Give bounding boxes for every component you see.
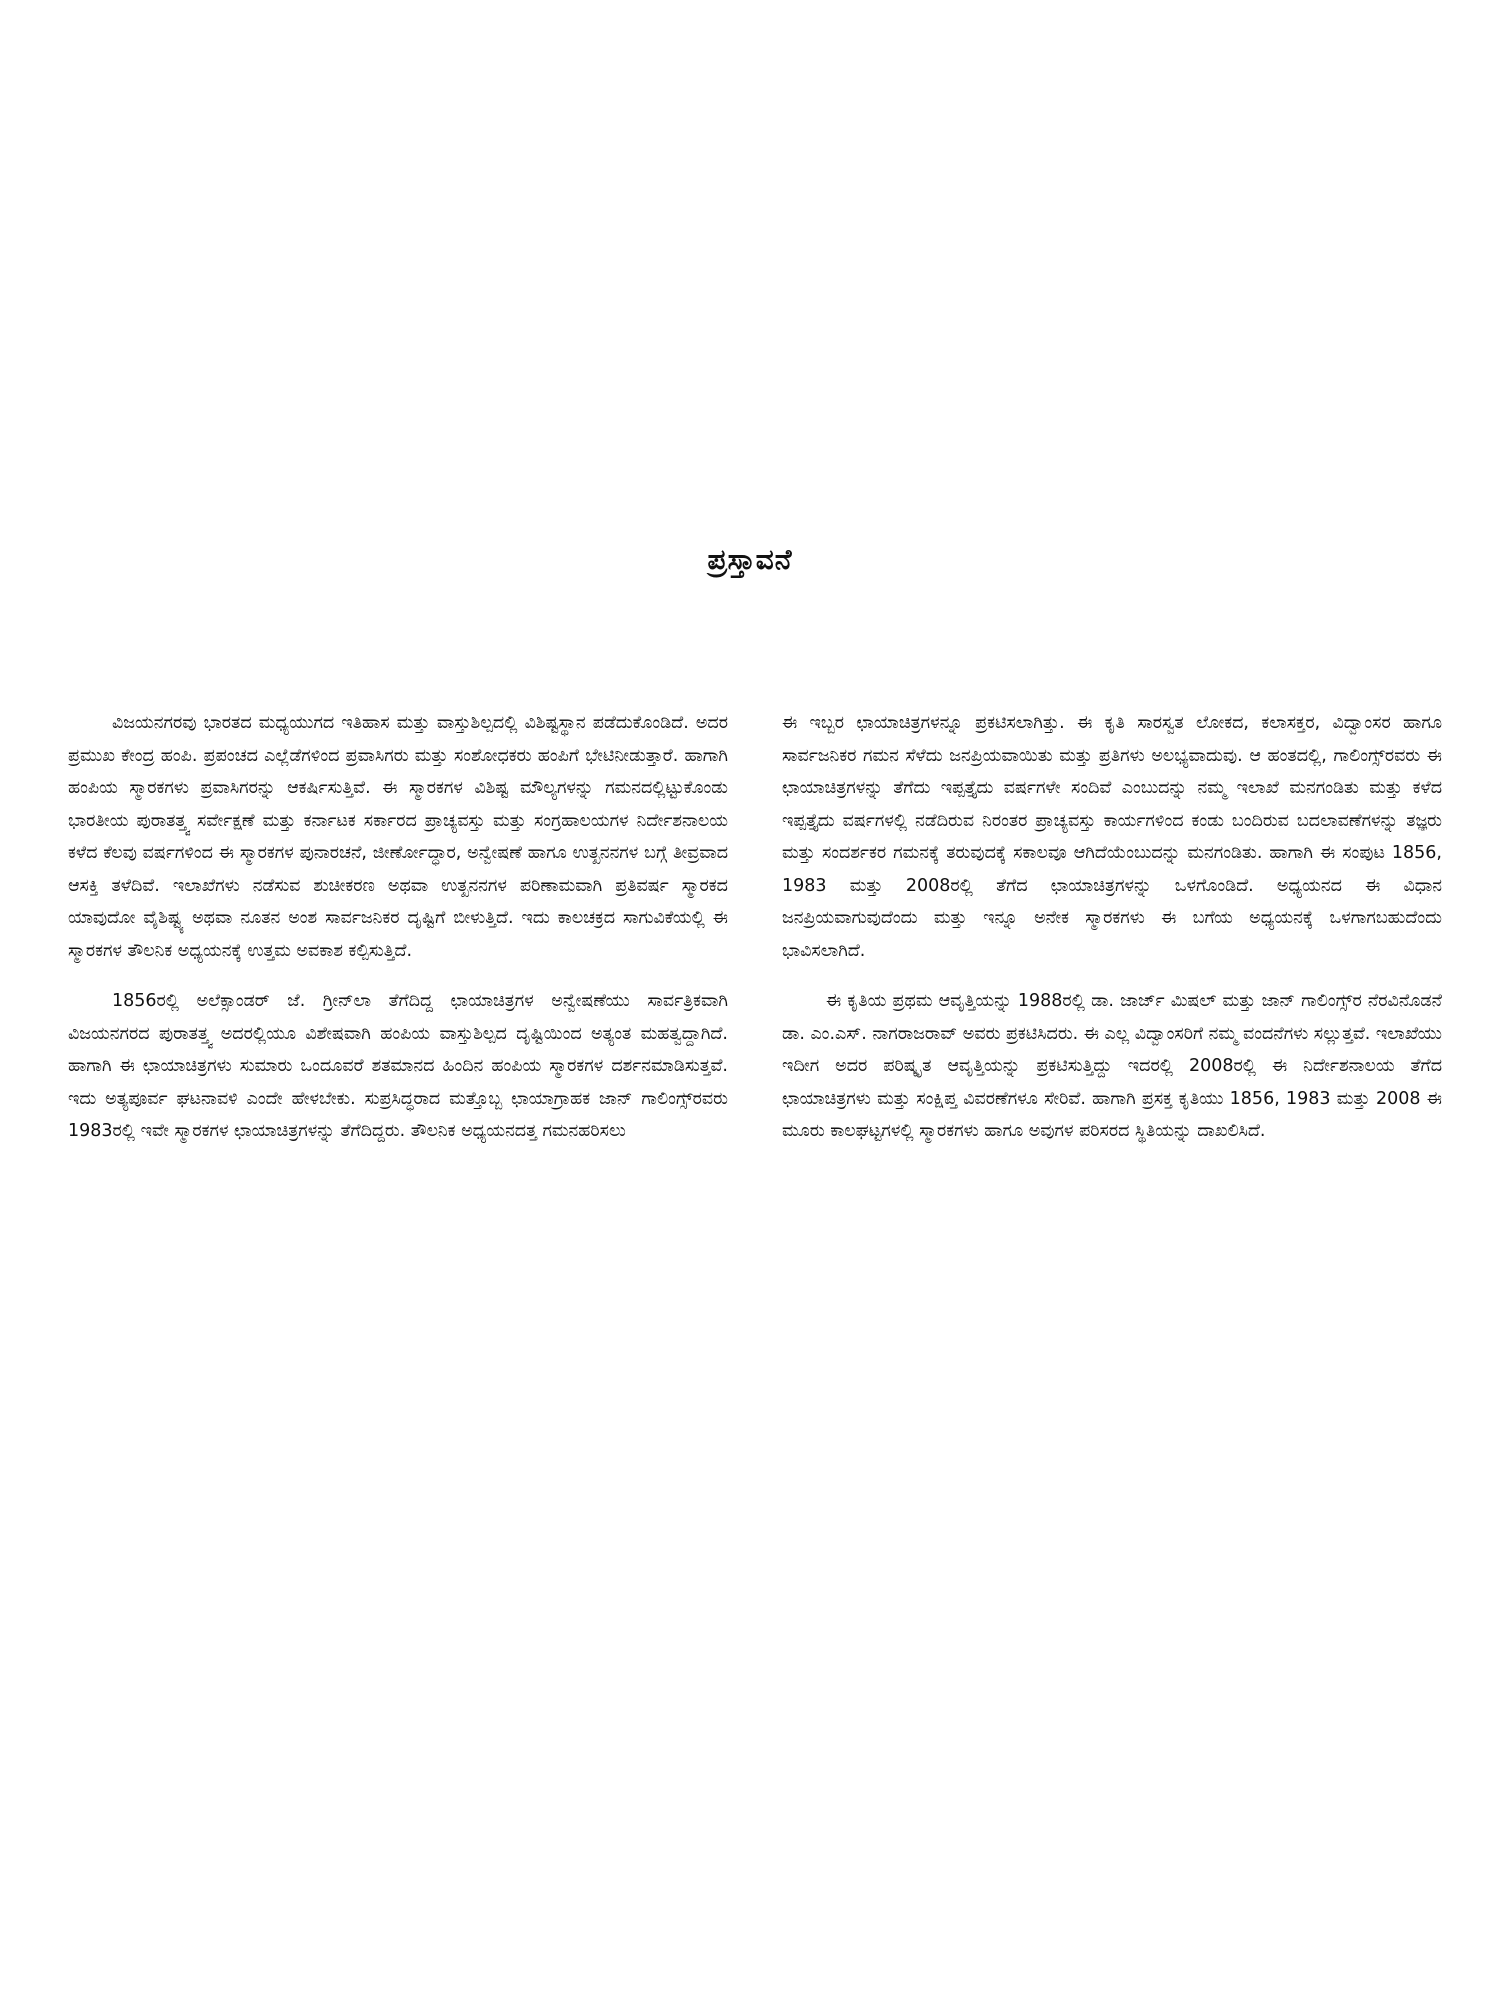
paragraph-continuation: ಈ ಇಬ್ಬರ ಛಾಯಾಚಿತ್ರಗಳನ್ನೂ ಪ್ರಕಟಿಸಲಾಗಿತ್ತು. ಈ ಕೃತಿ ಸಾರಸ್ವತ ಲೋಕದ, ಕಲಾಸಕ್ತರ, ವಿದ್ವಾಂಸರ ಹಾಗೂ ಸಾರ್ವಜನಿಕರ ಗಮನ ಸೆಳೆದು ಜನಪ್ರಿಯವಾಯಿತು ಮತ್ತು ಪ್ರತಿಗಳು ಅಲಭ್ಯವಾದುವು. ಆ ಹಂತದಲ್ಲಿ, ಗಾಲಿಂಗ್ಸ್‌ರವರು ಈ ಛಾಯಾಚಿತ್ರಗಳನ್ನು ತೆಗೆದು ಇಪ್ಪತ್ತೈದು ವರ್ಷಗಳೇ ಸಂದಿವೆ ಎಂಬುದನ್ನು ನಮ್ಮ ಇಲಾಖೆ ಮನಗಂಡಿತು ಮತ್ತು ಕಳೆದ ಇಪ್ಪತ್ತೈದು ವರ್ಷಗಳಲ್ಲಿ ನಡೆದಿರುವ ನಿರಂತರ ಪ್ರಾಚ್ಯವಸ್ತು ಕಾರ್ಯಗಳಿಂದ ಕಂಡು ಬಂದಿರುವ ಬದಲಾವಣೆಗಳನ್ನು ತಜ್ಞರು ಮತ್ತು ಸಂದರ್ಶಕರ ಗಮನಕ್ಕೆ ತರುವುದಕ್ಕೆ ಸಕಾಲವೂ ಆಗಿದೆಯೆಂಬುದನ್ನು ಮನಗಂಡಿತು. ಹಾಗಾಗಿ ಈ ಸಂಪುಟ 1856, 1983 ಮತ್ತು 2008ರಲ್ಲಿ ತೆಗೆದ ಛಾಯಾಚಿತ್ರಗಳನ್ನು ಒಳಗೊಂಡಿದೆ. ಅಧ್ಯಯನದ ಈ ವಿಧಾನ ಜನಪ್ರಿಯವಾಗುವುದೆಂದು ಮತ್ತು ಇನ್ನೂ ಅನೇಕ ಸ್ಮಾರಕಗಳು ಈ ಬಗೆಯ ಅಧ್ಯಯನಕ್ಕೆ ಒಳಗಾಗಬಹುದೆಂದು ಭಾವಿಸಲಾಗಿದೆ. [782,713,1442,961]
paragraph-intro: ವಿಜಯನಗರವು ಭಾರತದ ಮಧ್ಯಯುಗದ ಇತಿಹಾಸ ಮತ್ತು ವಾಸ್ತುಶಿಲ್ಪದಲ್ಲಿ ವಿಶಿಷ್ಟಸ್ಥಾನ ಪಡೆದುಕೊಂಡಿದೆ. ಅದರ ಪ್ರಮುಖ ಕೇಂದ್ರ ಹಂಪಿ. ಪ್ರಪಂಚದ ಎಲ್ಲೆಡೆಗಳಿಂದ ಪ್ರವಾಸಿಗರು ಮತ್ತು ಸಂಶೋಧಕರು ಹಂಪಿಗೆ ಭೇಟಿನೀಡುತ್ತಾರೆ. ಹಾಗಾಗಿ ಹಂಪಿಯ ಸ್ಮಾರಕಗಳು ಪ್ರವಾಸಿಗರನ್ನು ಆಕರ್ಷಿಸುತ್ತಿವೆ. ಈ ಸ್ಮಾರಕಗಳ ವಿಶಿಷ್ಟ ಮೌಲ್ಯಗಳನ್ನು ಗಮನದಲ್ಲಿಟ್ಟುಕೊಂಡು ಭಾರತೀಯ ಪುರಾತತ್ತ್ವ ಸರ್ವೇಕ್ಷಣೆ ಮತ್ತು ಕರ್ನಾಟಕ ಸರ್ಕಾರದ ಪ್ರಾಚ್ಯವಸ್ತು ಮತ್ತು ಸಂಗ್ರಹಾಲಯಗಳ ನಿರ್ದೇಶನಾಲಯ ಕಳೆದ ಕೆಲವು ವರ್ಷಗಳಿಂದ ಈ ಸ್ಮಾರಕಗಳ ಪುನಾರಚನೆ, ಜೀರ್ಣೋದ್ಧಾರ, ಅನ್ವೇಷಣೆ ಹಾಗೂ ಉತ್ಖನನಗಳ ಬಗ್ಗೆ ತೀವ್ರವಾದ ಆಸಕ್ತಿ ತಳೆದಿವೆ. ಇಲಾಖೆಗಳು ನಡೆಸುವ ಶುಚೀಕರಣ ಅಥವಾ ಉತ್ಖನನಗಳ ಪರಿಣಾಮವಾಗಿ ಪ್ರತಿವರ್ಷ ಸ್ಮಾರಕದ ಯಾವುದೋ ವೈಶಿಷ್ಟ್ಯ ಅಥವಾ ನೂತನ ಅಂಶ ಸಾರ್ವಜನಿಕರ ದೃಷ್ಟಿಗೆ ಬೀಳುತ್ತಿದೆ. ಇದು ಕಾಲಚಕ್ರದ ಸಾಗುವಿಕೆಯಲ್ಲಿ ಈ ಸ್ಮಾರಕಗಳ ತೌಲನಿಕ ಅಧ್ಯಯನಕ್ಕೆ ಉತ್ತಮ ಅವಕಾಶ ಕಲ್ಪಿಸುತ್ತಿದೆ. [68,713,728,961]
page-title: ಪ್ರಸ್ತಾವನೆ [707,542,793,576]
right-column [782,707,1442,1166]
left-column [68,707,728,1166]
paragraph-greenlaw: 1856ರಲ್ಲಿ ಅಲೆಕ್ಸಾಂಡರ್ ಜೆ. ಗ್ರೀನ್‌ಲಾ ತೆಗೆದಿದ್ದ ಛಾಯಾಚಿತ್ರಗಳ ಅನ್ವೇಷಣೆಯು ಸಾರ್ವತ್ರಿಕವಾಗಿ ವಿಜಯನಗರದ ಪುರಾತತ್ತ್ವ ಅದರಲ್ಲಿಯೂ ವಿಶೇಷವಾಗಿ ಹಂಪಿಯ ವಾಸ್ತುಶಿಲ್ಪದ ದೃಷ್ಟಿಯಿಂದ ಅತ್ಯಂತ ಮಹತ್ವದ್ದಾಗಿದೆ. ಹಾಗಾಗಿ ಈ ಛಾಯಾಚಿತ್ರಗಳು ಸುಮಾರು ಒಂದೂವರೆ ಶತಮಾನದ ಹಿಂದಿನ ಹಂಪಿಯ ಸ್ಮಾರಕಗಳ ದರ್ಶನಮಾಡಿಸುತ್ತವೆ. ಇದು ಅತ್ಯಪೂರ್ವ ಘಟನಾವಳಿ ಎಂದೇ ಹೇಳಬೇಕು. ಸುಪ್ರಸಿದ್ಧರಾದ ಮತ್ತೊಬ್ಬ ಛಾಯಾಗ್ರಾಹಕ ಜಾನ್ ಗಾಲಿಂಗ್ಸ್‌ರವರು 1983ರಲ್ಲಿ ಇವೇ ಸ್ಮಾರಕಗಳ ಛಾಯಾಚಿತ್ರಗಳನ್ನು ತೆಗೆದಿದ್ದರು. ತೌಲನಿಕ ಅಧ್ಯಯನದತ್ತ ಗಮನಹರಿಸಲು [68,991,728,1141]
paragraph-first-edition: ಈ ಕೃತಿಯ ಪ್ರಥಮ ಆವೃತ್ತಿಯನ್ನು 1988ರಲ್ಲಿ ಡಾ. ಜಾರ್ಜ್ ಮಿಷಲ್ ಮತ್ತು ಜಾನ್ ಗಾಲಿಂಗ್ಸ್‌ರ ನೆರವಿನೊಡನೆ ಡಾ. ಎಂ.ಎಸ್. ನಾಗರಾಜರಾವ್ ಅವರು ಪ್ರಕಟಿಸಿದರು. ಈ ಎಲ್ಲ ವಿದ್ವಾಂಸರಿಗೆ ನಮ್ಮ ವಂದನೆಗಳು ಸಲ್ಲುತ್ತವೆ. ಇಲಾಖೆಯು ಇದೀಗ ಅದರ ಪರಿಷ್ಕೃತ ಆವೃತ್ತಿಯನ್ನು ಪ್ರಕಟಿಸುತ್ತಿದ್ದು ಇದರಲ್ಲಿ 2008ರಲ್ಲಿ ಈ ನಿರ್ದೇಶನಾಲಯ ತೆಗೆದ ಛಾಯಾಚಿತ್ರಗಳು ಮತ್ತು ಸಂಕ್ಷಿಪ್ತ ವಿವರಣೆಗಳೂ ಸೇರಿವೆ. ಹಾಗಾಗಿ ಪ್ರಸಕ್ತ ಕೃತಿಯು 1856, 1983 ಮತ್ತು 2008 ಈ ಮೂರು ಕಾಲಘಟ್ಟಗಳಲ್ಲಿ ಸ್ಮಾರಕಗಳು ಹಾಗೂ ಅವುಗಳ ಪರಿಸರದ ಸ್ಥಿತಿಯನ್ನು ದಾಖಲಿಸಿದೆ. [782,991,1442,1141]
